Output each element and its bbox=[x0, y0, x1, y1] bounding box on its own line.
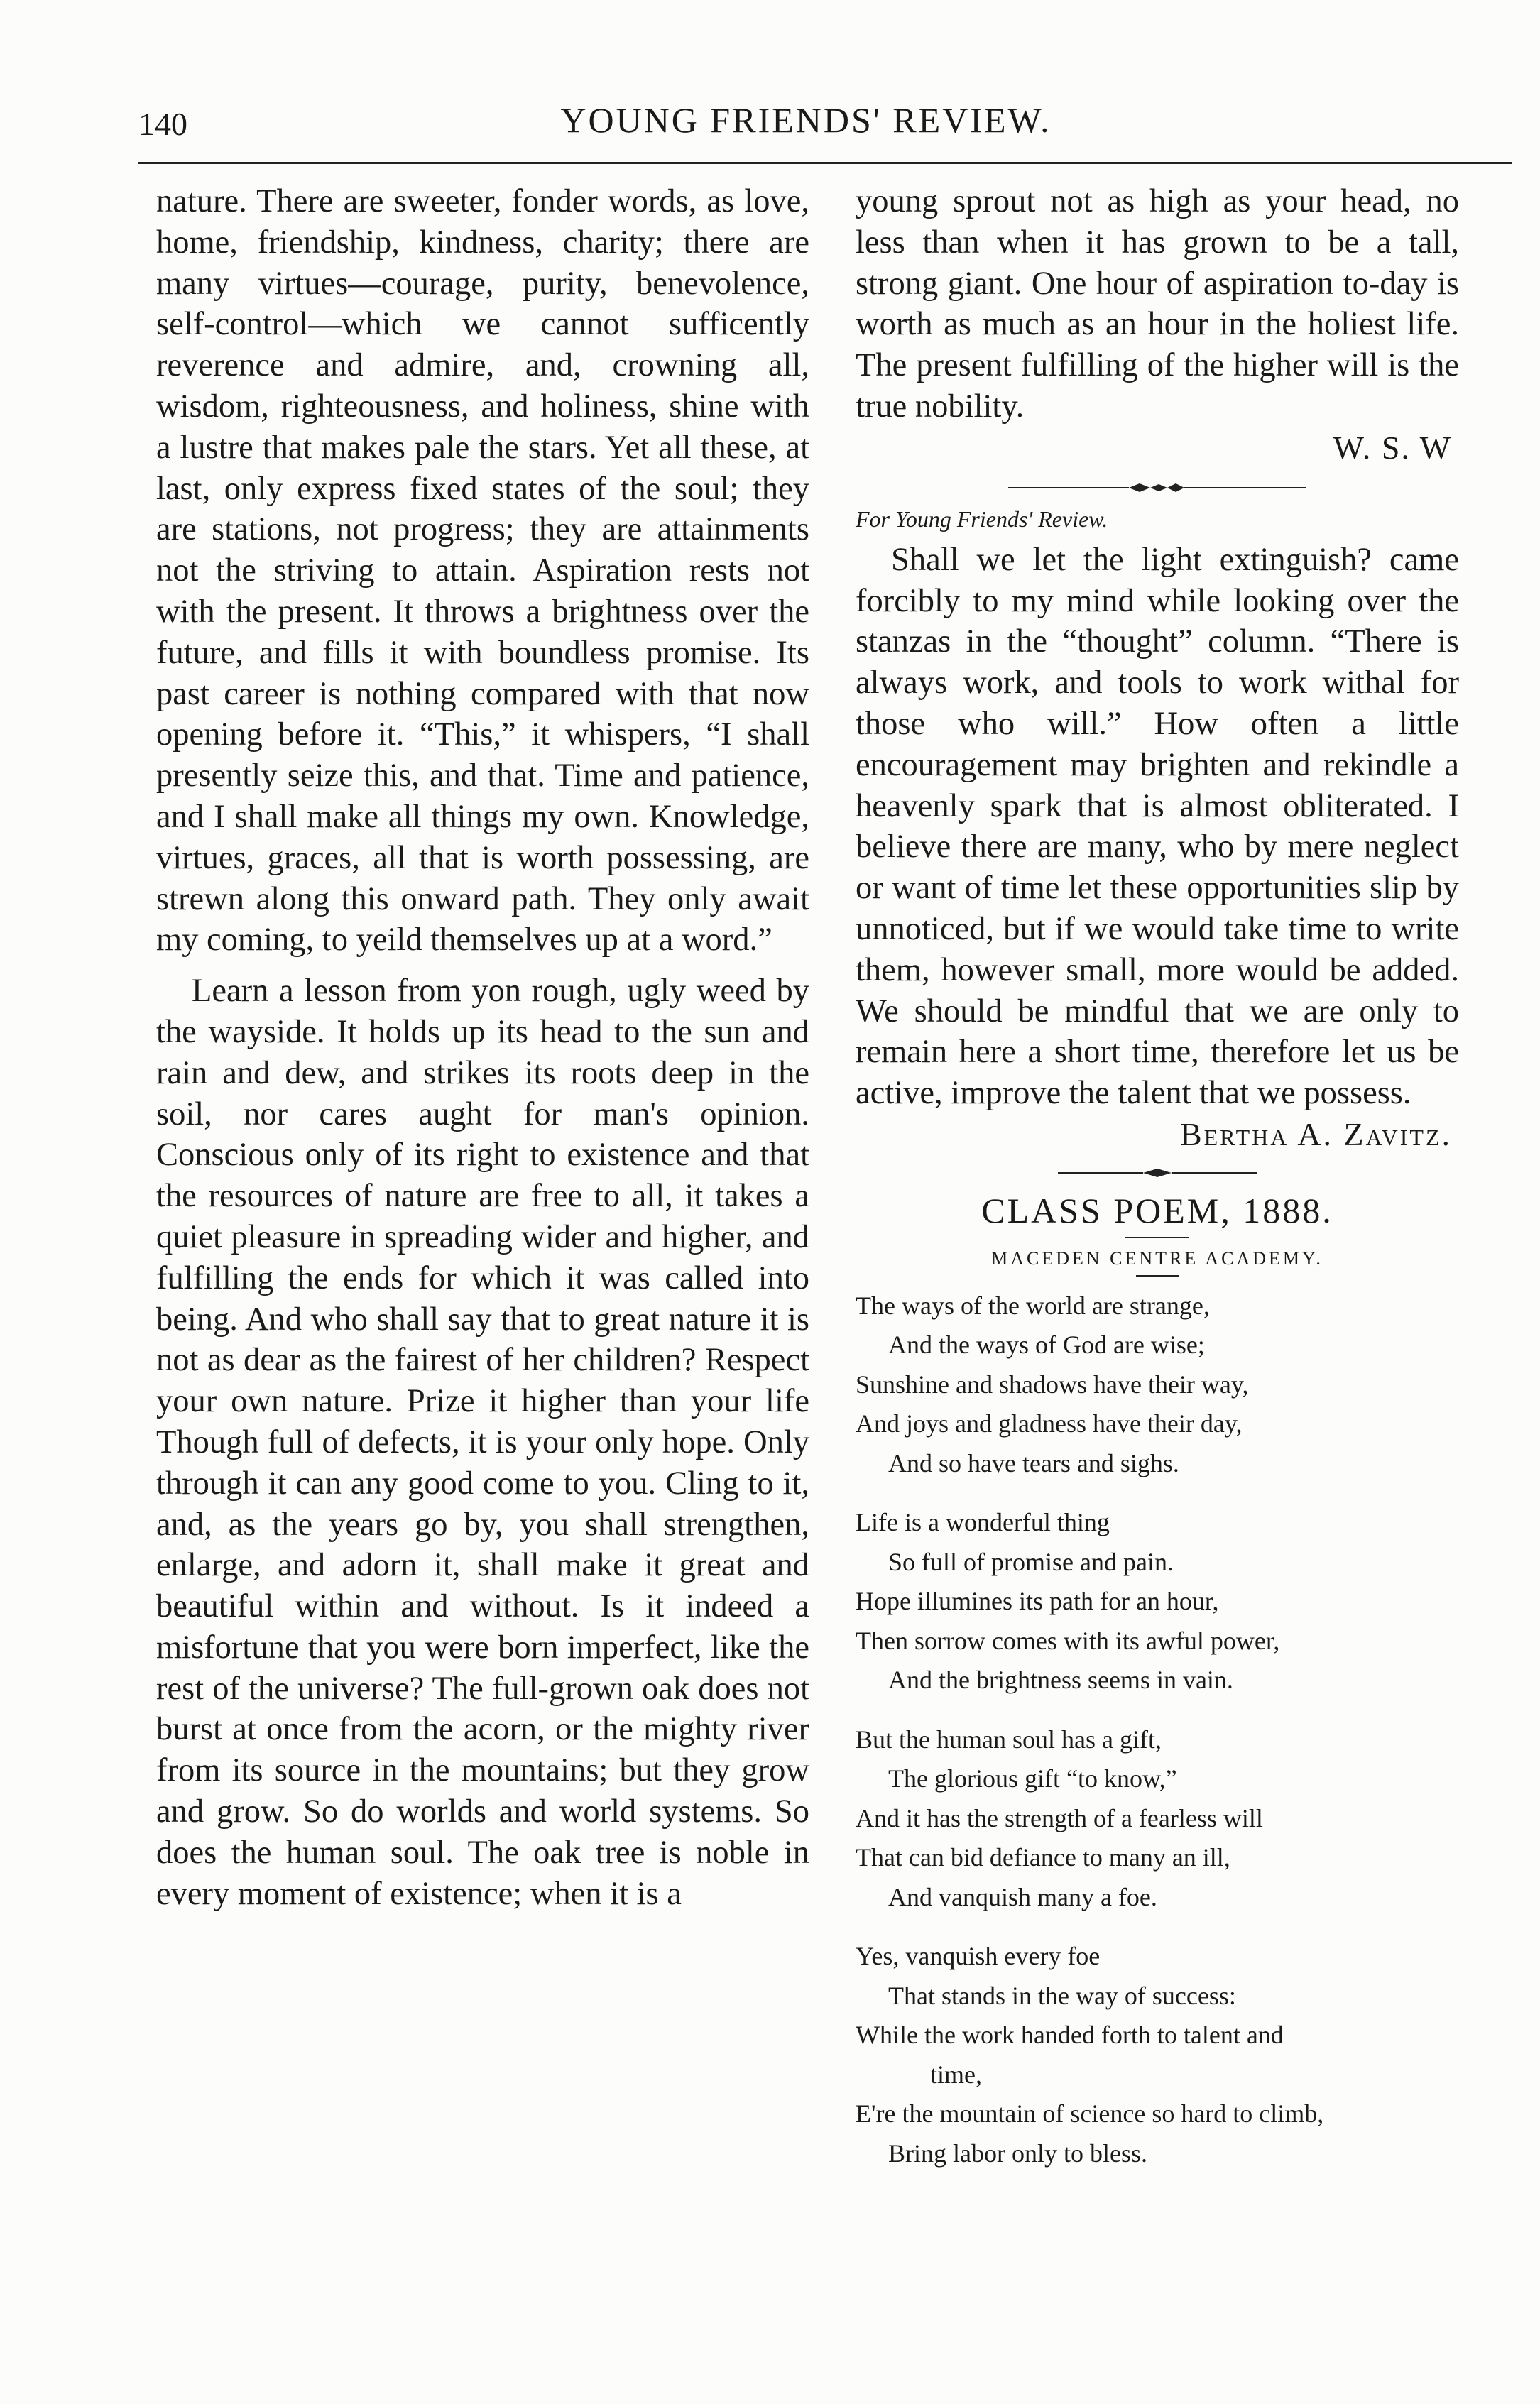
title-rule bbox=[1125, 1237, 1189, 1238]
poem-line: Hope illumines its path for an hour, bbox=[856, 1587, 1219, 1616]
poem-line: The ways of the world are strange, bbox=[856, 1291, 1210, 1320]
poem-title: CLASS POEM, 1888. bbox=[981, 1190, 1333, 1230]
essay-paragraph-2: Learn a lesson from yon rough, ugly weed by the wayside. It holds up its head to the sun and rain and dew, and strikes its roots deep in the soil, nor cares aught for man's opinion. Conscious only of its right to existence and that the resources of nature are free to all, it takes a quiet pleasure in spreading wider and higher, and fulfilling the ends for which it was called into being. And who shall say that to great nature it is not as dear as the fairest of her children? Respect your own nature. Prize it higher than your life Though full of defects, it is your only hope. Only through it can any good come to you. Cling to it, and, as the years go by, you shall strengthen, enlarge, and adorn it, shall make it great and beautiful within and without. Is it indeed a misfortune that you were born imperfect, like the rest of the universe? The full-grown oak does not burst at once from the acorn, or the mighty river from its source in the mountains; but they grow and grow. So do worlds and world systems. So does the human soul. The oak tree is noble in every moment of existence; when it is a bbox=[156, 973, 809, 1912]
poem-line: time, bbox=[930, 2060, 982, 2089]
poem-line: And it has the strength of a fearless will bbox=[856, 1803, 1263, 1832]
poem-stanza-1 bbox=[856, 1286, 1459, 1484]
running-title: YOUNG FRIENDS' REVIEW. bbox=[560, 100, 1052, 140]
poem-line: While the work handed forth to talent and bbox=[856, 2021, 1284, 2050]
ornament-divider-icon bbox=[1001, 481, 1314, 495]
poem-line: The glorious gift “to know,” bbox=[888, 1764, 1177, 1793]
poem-line: And joys and gladness have their day, bbox=[856, 1409, 1243, 1438]
poem-line: That stands in the way of success: bbox=[888, 1981, 1236, 2010]
poem-line: Then sorrow comes with its awful power, bbox=[856, 1626, 1280, 1655]
poem-line: Bring labor only to bless. bbox=[888, 2138, 1147, 2168]
poem-stanza-2 bbox=[856, 1503, 1459, 1700]
poem-line: And so have tears and sighs. bbox=[888, 1448, 1179, 1477]
poem-line: That can bid defiance to many an ill, bbox=[856, 1843, 1230, 1872]
page-number: 140 bbox=[138, 106, 187, 142]
right-column bbox=[856, 181, 1459, 2173]
essay-continuation: young sprout not as high as your head, no less than when it has grown to be a tall, strong giant. One hour of aspiration to-day is worth as much as an hour in the holiest life. The present fulfilling of the higher will is the true nobility. bbox=[856, 183, 1459, 425]
left-column bbox=[156, 181, 809, 1914]
poem-stanza-4 bbox=[856, 1937, 1459, 2173]
poem-line: Life is a wonderful thing bbox=[856, 1508, 1110, 1537]
poem-subtitle: MACEDEN CENTRE ACADEMY. bbox=[991, 1247, 1323, 1269]
header-rule bbox=[138, 162, 1512, 164]
ornament-divider-icon-2 bbox=[1051, 1167, 1264, 1179]
poem-line: And vanquish many a foe. bbox=[888, 1882, 1157, 1911]
poem-line: And the ways of God are wise; bbox=[888, 1331, 1205, 1360]
poem-line: So full of promise and pain. bbox=[888, 1547, 1174, 1576]
page-header bbox=[138, 99, 1473, 156]
poem-line: But the human soul has a gift, bbox=[856, 1725, 1162, 1754]
poem-line: Yes, vanquish every foe bbox=[856, 1942, 1101, 1971]
signature-bertha: Bertha A. Zavitz. bbox=[1179, 1115, 1452, 1152]
poem-line: Sunshine and shadows have their way, bbox=[856, 1370, 1249, 1399]
signature-wsw: W. S. W bbox=[1333, 429, 1452, 466]
poem-line: And the brightness seems in vain. bbox=[888, 1666, 1233, 1695]
byline: For Young Friends' Review. bbox=[856, 506, 1108, 532]
subtitle-rule bbox=[1136, 1275, 1179, 1277]
poem-stanza-3 bbox=[856, 1720, 1459, 1918]
poem-line: E're the mountain of science so hard to climb, bbox=[856, 2099, 1324, 2129]
essay-paragraph-1: nature. There are sweeter, fonder words, as love, home, friendship, kindness, charity; there are many virtues—courage, purity, benevolence, self-control—which we cannot sufficently reverence and admire, and, crowning all, wisdom, righteousness, and holiness, shine with a lustre that makes pale the stars. Yet all these, at last, only express fixed states of the soul; they are stations, not progress; they are attainments not the striving to attain. Aspiration rests not with the present. It throws a brightness over the future, and fills it with boundless promise. Its past career is nothing compared with that now opening before it. “This,” it whispers, “I shall presently seize this, and that. Time and patience, and I shall make all things my own. Knowledge, virtues, graces, all that is worth possessing, are strewn along this onward path. They only await my coming, to yeild themselves up at a word.” bbox=[156, 183, 809, 958]
letter-paragraph: Shall we let the light extinguish? came forcibly to my mind while looking over the stanzas in the “thought” column. “There is always work, and tools to work withal for those who will.” How often a little encouragement may brighten and rekindle a heavenly spark that is almost obliterated. I believe there are many, who by mere neglect or want of time let these opportunities slip by unnoticed, but if we would take time to write them, however small, more would be added. We should be mindful that we are only to remain here a short time, therefore let us be active, improve the talent that we possess. bbox=[856, 541, 1459, 1112]
